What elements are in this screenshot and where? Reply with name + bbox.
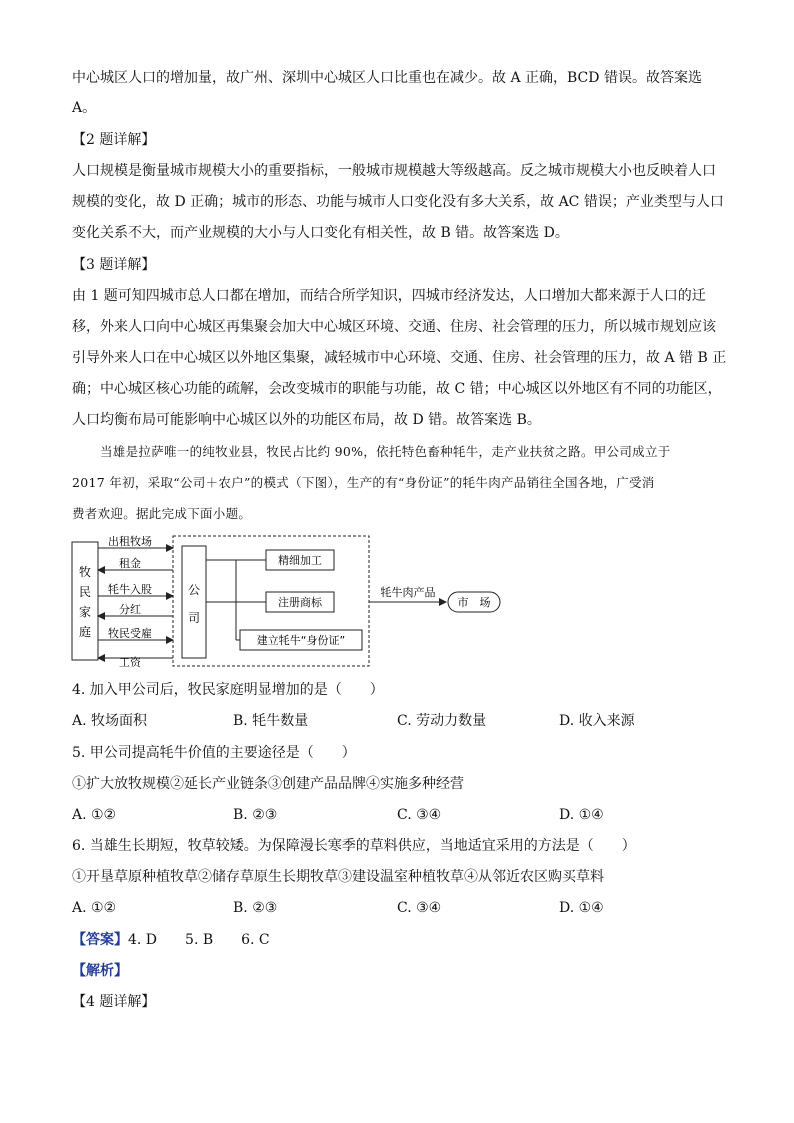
option: B. ②③ (233, 900, 278, 916)
section-heading: 【4 题详解】 (72, 994, 156, 1010)
option: D. ①④ (559, 900, 604, 916)
answer-label: 【答案】 (72, 932, 128, 948)
family-char: 牧 (78, 565, 92, 579)
family-char: 家 (78, 605, 92, 619)
question-items: ①开垦草原种植牧草②储存草原生长期牧草③建设温室种植牧草④从邻近农区购买草料 (72, 869, 604, 885)
option: B. 牦牛数量 (233, 713, 309, 729)
family-char: 民 (78, 585, 92, 599)
text-line: 中心城区人口的增加量，故广州、深圳中心城区人口比重也在减少。故 A 正确，BCD 错误。故答案选 (72, 70, 702, 86)
option: C. ③④ (397, 900, 442, 916)
text-line: A。 (72, 100, 97, 116)
text-line: 移，外来人口向中心城区再集聚会加大中心城区环境、交通、住房、社会管理的压力，所以城市规划应该 (72, 319, 716, 335)
option: B. ②③ (233, 807, 278, 823)
answer-values: 4. D 5. B 6. C (128, 932, 270, 948)
flow-label: 工资 (119, 656, 141, 669)
option: D. 收入来源 (559, 713, 635, 729)
flow-label: 租金 (119, 557, 141, 570)
option: D. ①④ (559, 807, 604, 823)
text-line: 规模的变化，故 D 正确；城市的形态、功能与城市人口变化没有多大关系，故 AC 错误；产业类型与人口 (72, 194, 724, 210)
option: A. 牧场面积 (72, 713, 148, 729)
process-label: 建立牦牛“身份证” (256, 634, 346, 647)
family-box (72, 542, 98, 660)
company-char: 司 (187, 611, 201, 625)
question-4: 4. 加入甲公司后，牧民家庭明显增加的是（ ） (72, 682, 384, 698)
section-heading: 【2 题详解】 (72, 132, 156, 148)
company-box (182, 546, 206, 658)
passage-line: 2017 年初，采取“公司＋农户”的模式（下图），生产的有“身份证”的牦牛肉产品销往全国各地，广受消 (72, 475, 655, 490)
company-farmer-diagram (70, 530, 510, 670)
option: A. ①② (72, 900, 117, 916)
question-items: ①扩大放牧规模②延长产业链条③创建产品品牌④实施多种经营 (72, 776, 464, 792)
family-char: 庭 (78, 625, 92, 639)
option: C. ③④ (397, 807, 442, 823)
text-line: 人口规模是衡量城市规模大小的重要指标，一般城市规模越大等级越高。反之城市规模大小也反映着人口 (72, 163, 716, 179)
company-char: 公 (187, 583, 201, 597)
text-line: 人口均衡布局可能影响中心城区以外的功能区布局，故 D 错。故答案选 B。 (72, 412, 541, 428)
flow-label: 牧民受雇 (108, 627, 152, 640)
question-5: 5. 甲公司提高牦牛价值的主要途径是（ ） (72, 745, 356, 761)
option: A. ①② (72, 807, 117, 823)
process-label: 精细加工 (278, 554, 322, 567)
question-6: 6. 当雄生长期短，牧草较矮。为保障漫长寒季的草料供应，当地适宜采用的方法是（ ） (72, 838, 636, 854)
answer-line (72, 930, 732, 950)
flow-label: 牦牛入股 (108, 583, 152, 596)
option: C. 劳动力数量 (397, 713, 487, 729)
section-heading: 【3 题详解】 (72, 257, 156, 273)
flow-label: 分红 (119, 603, 141, 616)
text-line: 确；中心城区核心功能的疏解，会改变城市的职能与功能，故 C 错；中心城区以外地区有不同的功能区， (72, 381, 722, 397)
product-label: 牦牛肉产品 (380, 586, 436, 599)
text-line: 变化关系不大，而产业规模的大小与人口变化有相关性，故 B 错。故答案选 D。 (72, 225, 569, 241)
text-line: 引导外来人口在中心城区以外地区集聚，减轻城市中心环境、交通、住房、社会管理的压力，故 A 错 B 正 (72, 350, 727, 366)
analysis-heading: 【解析】 (72, 963, 128, 979)
text-line: 由 1 题可知四城市总人口都在增加，而结合所学知识，四城市经济发达，人口增加大都来源于人口的迁 (72, 288, 706, 304)
passage-line: 当雄是拉萨唯一的纯牧业县，牧民占比约 90%，依托特色畜种牦牛，走产业扶贫之路。甲公司成立于 (100, 444, 671, 459)
flow-label: 出租牧场 (108, 535, 152, 548)
market-label: 市 场 (457, 596, 491, 609)
process-label: 注册商标 (278, 596, 322, 609)
passage-line: 费者欢迎。据此完成下面小题。 (72, 506, 252, 521)
